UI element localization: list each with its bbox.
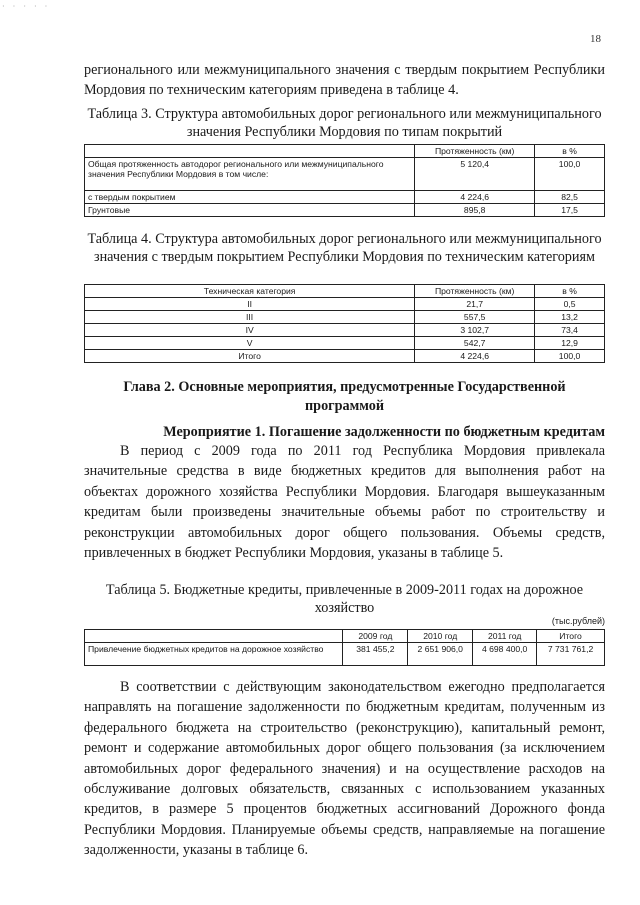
table-cell: 895,8 bbox=[415, 204, 535, 217]
table-cell: 13,2 bbox=[535, 311, 605, 324]
measure-paragraph: В период с 2009 года по 2011 год Республика Мордовия привлекала значительные средства в виде бюджетных кредитов для выполнения работ на объектах дорожного хозяйства Республики Мордовия. Благодаря вышеуказанным кредитам были произведены значительные объемы работ по строительству и реконструкции автомобильных дорог общего пользования. Объемы средств, привлеченных в бюджет Республики Мордовия, указаны в таблице 5. bbox=[84, 443, 605, 562]
table-header-cell: Протяженность (км) bbox=[415, 285, 535, 298]
table-cell: 100,0 bbox=[535, 158, 605, 191]
table-header-row bbox=[85, 145, 605, 158]
table-cell: с твердым покрытием bbox=[85, 191, 415, 204]
table-cell: 5 120,4 bbox=[415, 158, 535, 191]
table-header-cell: 2010 год bbox=[408, 630, 473, 643]
table-cell: 82,5 bbox=[535, 191, 605, 204]
table-row bbox=[85, 158, 605, 191]
table-cell: Грунтовые bbox=[85, 204, 415, 217]
chapter-heading: Глава 2. Основные мероприятия, предусмотренные Государственной программой bbox=[123, 379, 566, 414]
table-header-cell: Итого bbox=[537, 630, 605, 643]
measure-heading: Мероприятие 1. Погашение задолженности по бюджетным кредитам bbox=[163, 424, 605, 440]
table4 bbox=[84, 284, 605, 363]
table-row bbox=[85, 643, 605, 666]
table-header-cell: Протяженность (км) bbox=[415, 145, 535, 158]
table-cell: 542,7 bbox=[415, 337, 535, 350]
table-cell: Общая протяженность автодорог регионального или межмуниципального значения Республики Мордовия в том числе: bbox=[85, 158, 415, 191]
table-cell: 4 224,6 bbox=[415, 350, 535, 363]
table-header-cell bbox=[85, 630, 343, 643]
table-header-cell: 2009 год bbox=[343, 630, 408, 643]
table-cell: III bbox=[85, 311, 415, 324]
table-row bbox=[85, 204, 605, 217]
table-cell: 7 731 761,2 bbox=[537, 643, 605, 666]
table-cell: 557,5 bbox=[415, 311, 535, 324]
table4-title: Таблица 4. Структура автомобильных дорог регионального или межмуниципального значения с твердым покрытием Республики Мордовия по техническим категориям bbox=[87, 231, 602, 265]
table-cell: V bbox=[85, 337, 415, 350]
table-cell: 100,0 bbox=[535, 350, 605, 363]
table-cell: Привлечение бюджетных кредитов на дорожное хозяйство bbox=[85, 643, 343, 666]
table-cell: 381 455,2 bbox=[343, 643, 408, 666]
table-cell: 0,5 bbox=[535, 298, 605, 311]
page-number: 18 bbox=[590, 33, 601, 45]
table-cell: 4 224,6 bbox=[415, 191, 535, 204]
table-header-cell: Техническая категория bbox=[85, 285, 415, 298]
table-cell: 3 102,7 bbox=[415, 324, 535, 337]
table5-unit: (тыс.рублей) bbox=[551, 616, 605, 626]
table-row bbox=[85, 191, 605, 204]
table-header-row bbox=[85, 630, 605, 643]
table-cell: IV bbox=[85, 324, 415, 337]
table-row bbox=[85, 337, 605, 350]
table-cell: 12,9 bbox=[535, 337, 605, 350]
intro-paragraph: регионального или межмуниципального значения с твердым покрытием Республики Мордовия по техническим категориям приведена в таблице 4. bbox=[84, 62, 605, 99]
table-cell: 4 698 400,0 bbox=[473, 643, 537, 666]
table-header-cell: в % bbox=[535, 285, 605, 298]
table3-title: Таблица 3. Структура автомобильных дорог регионального или межмуниципального значения Республики Мордовия по типам покрытий bbox=[87, 106, 602, 140]
table-cell: 21,7 bbox=[415, 298, 535, 311]
table-row bbox=[85, 324, 605, 337]
table5 bbox=[84, 629, 605, 666]
table-cell: II bbox=[85, 298, 415, 311]
scan-artifact: · · · · · bbox=[2, 2, 51, 11]
table-header-cell bbox=[85, 145, 415, 158]
table-header-cell: в % bbox=[535, 145, 605, 158]
final-paragraph: В соответствии с действующим законодательством ежегодно предполагается направлять на погашение задолженности по бюджетным кредитам, полученным из федерального бюджета на строительство (реконструкцию), капитальный ремонт, ремонт и содержание автомобильных дорог общего пользования (за исключением автомобильных дорог федерального значения) и на осуществление расходов на обслуживание долговых обязательств, связанных с использованием указанных кредитов, в размере 5 процентов бюджетных ассигнований Дорожного фонда Республики Мордовия. Планируемые объемы средств, направляемые на погашение задолженности, указаны в таблице 6. bbox=[84, 679, 605, 859]
table-cell: 17,5 bbox=[535, 204, 605, 217]
table-cell: Итого bbox=[85, 350, 415, 363]
table-row bbox=[85, 350, 605, 363]
table-row bbox=[85, 311, 605, 324]
table3 bbox=[84, 144, 605, 217]
table5-title: Таблица 5. Бюджетные кредиты, привлеченные в 2009-2011 годах на дорожное хозяйство bbox=[105, 582, 584, 616]
table-header-row bbox=[85, 285, 605, 298]
table-header-cell: 2011 год bbox=[473, 630, 537, 643]
table-row bbox=[85, 298, 605, 311]
table-cell: 2 651 906,0 bbox=[408, 643, 473, 666]
table-cell: 73,4 bbox=[535, 324, 605, 337]
